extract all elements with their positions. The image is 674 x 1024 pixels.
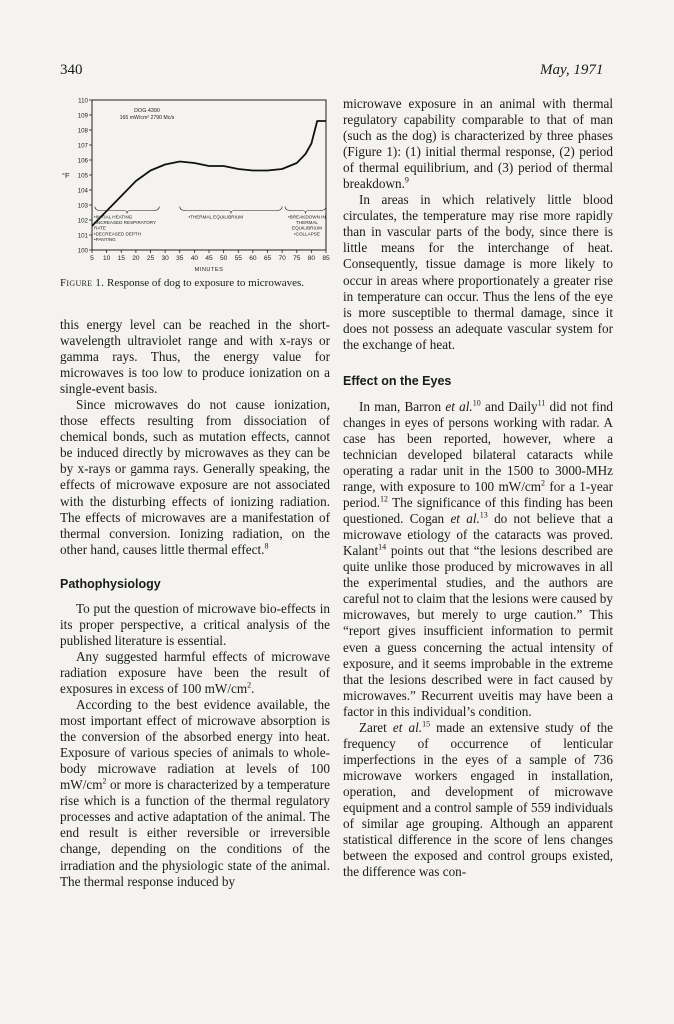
paragraph: In man, Barron et al.$^{10}$ and Daily$^{11}$ did not find changes in eyes of persons working with radar. A case has been reported, however, where a technician developed bilateral cataracts while operating a radar unit in the 1500 to 3000-MHz range, with exposure to 100 $mW/cm^2$ for a 1-year period.$^{12}$ The significance of this finding has been questioned. Cogan et al.$^{13}$ do not believe that a microwave etiology of the cataracts was proved. Kalant$^{14}$ points out that “the lesions described are quite unlike those produced by microwaves in all the experimental studies, and the authors are careful not to claim that the lesions were caused by microwaves, but merely to urge caution.” This “report gives insufficient information to permit even a guess concerning the actual intensity of exposure, and it seems improbable in the extreme that the lesions described were in fact caused by microwaves.” Recurrent uveitis may have been a factor in this individual’s condition. bbox=[343, 398, 614, 719]
phase-brace bbox=[180, 207, 282, 214]
paragraph: Since microwaves do not cause ionization, those effects resulting from dissociation of chemical bonds, such as mutation effects, cannot be induced directly by microwaves as they can be by x-rays or gamma rays. Generally speaking, the effects of microwave exposure are not associated with the disturbing effects of ionizing radiation. The effects of microwaves are a manifestation of thermal conversion. Ionizing radiation, on the other hand, causes little thermal effect.$^8$ bbox=[60, 397, 330, 557]
paragraph: Zaret et al.$^{15}$ made an extensive study of the frequency of occurrence of lenticular imperfections in the eyes of a sample of 736 microwave workers engaged in installation, operation, and development of microwave equipment and a control sample of 559 individuals of similar age grouping. Although an apparent statistical difference in the score of lens changes between the exposed and control groups existed, the difference was con- bbox=[343, 719, 613, 880]
x-tick-label: 45 bbox=[205, 255, 213, 262]
x-tick-label: 65 bbox=[263, 255, 272, 262]
x-tick-label: 15 bbox=[117, 255, 125, 262]
phase-annotation: •INCREASED RESPIRATORY bbox=[94, 220, 157, 226]
x-tick-label: 60 bbox=[249, 255, 257, 262]
issue-date: May, 1971 bbox=[540, 62, 604, 78]
plot-frame bbox=[92, 100, 326, 250]
section-heading-effect-on-eyes: Effect on the Eyes bbox=[343, 373, 452, 388]
x-tick-label: 10 bbox=[102, 255, 111, 262]
y-tick-label: 108 bbox=[77, 127, 88, 135]
y-tick-label: 105 bbox=[77, 172, 88, 180]
x-tick-label: 40 bbox=[190, 255, 199, 262]
x-tick-label: 85 bbox=[322, 255, 330, 262]
phase-annotation: •THERMAL EQUILIBRIUM bbox=[188, 214, 244, 220]
chart-title: DOG 4390 bbox=[134, 108, 160, 114]
phase-annotation: •INITIAL HEATING bbox=[94, 214, 133, 220]
phase-annotation: •COLLAPSE bbox=[294, 231, 320, 237]
x-tick-label: 75 bbox=[293, 255, 301, 262]
figure-1 bbox=[62, 94, 332, 273]
section-heading-pathophysiology: Pathophysiology bbox=[60, 576, 161, 591]
x-tick-label: 35 bbox=[176, 255, 184, 262]
x-tick-label: 80 bbox=[307, 255, 316, 262]
y-tick-label: 107 bbox=[77, 142, 88, 150]
caption-text: Response of dog to exposure to microwaves. bbox=[104, 277, 305, 289]
paragraph: this energy level can be reached in the short-wavelength ultraviolet range and with x-rays or gamma rays. Thus, the energy value for microwaves is too low to produce ionization on a single-event basis. bbox=[60, 317, 330, 397]
phase-annotation: •PANTING bbox=[94, 236, 116, 242]
y-tick-label: 100 bbox=[77, 247, 88, 255]
x-tick-label: 20 bbox=[132, 255, 140, 262]
y-tick-label: 103 bbox=[77, 202, 88, 210]
figure-caption bbox=[60, 276, 330, 290]
temperature-chart bbox=[62, 94, 332, 273]
phase-annotation: RATE bbox=[94, 225, 106, 231]
y-tick-label: 106 bbox=[77, 157, 88, 165]
page-number: 340 bbox=[60, 62, 83, 78]
right-column bbox=[343, 96, 613, 880]
x-tick-label: 50 bbox=[219, 255, 228, 262]
caption-label: Figure 1. bbox=[60, 277, 105, 289]
paragraph: Any suggested harmful effects of microwave radiation exposure have been the result of exposures in excess of 100 $mW/cm^2$. bbox=[60, 648, 330, 696]
y-tick-label: 101 bbox=[77, 232, 88, 240]
x-axis-label: MINUTES bbox=[194, 267, 224, 273]
y-tick-label: 110 bbox=[78, 97, 88, 105]
x-tick-label: 25 bbox=[146, 255, 155, 262]
left-column bbox=[60, 317, 330, 890]
phase-brace bbox=[285, 207, 326, 214]
x-tick-label: 5 bbox=[90, 255, 94, 262]
x-tick-label: 55 bbox=[234, 255, 242, 262]
phase-annotation: •DECREASED DEPTH bbox=[94, 231, 142, 237]
paragraph: microwave exposure in an animal with thermal regulatory capability comparable to that of man (such as the dog) is characterized by three phases (Figure 1): (1) initial thermal response, (2) period of thermal equilibrium, and (3) period of thermal breakdown.$^9$ bbox=[343, 96, 613, 192]
phase-annotation: THERMAL bbox=[296, 220, 318, 226]
y-tick-label: 102 bbox=[77, 217, 88, 225]
paragraph: To put the question of microwave bio-effects in its proper perspective, a critical analysis of the published literature is essential. bbox=[60, 600, 330, 648]
y-tick-label: 104 bbox=[77, 187, 88, 195]
y-axis-label: °F bbox=[62, 171, 70, 180]
phase-annotation: •BREAKDOWN IN bbox=[288, 214, 326, 220]
chart-subtitle: 165 mW/cm² 2790 Mc/s bbox=[119, 115, 175, 121]
x-tick-label: 30 bbox=[161, 255, 169, 262]
paragraph: According to the best evidence available, the most important effect of microwave absorption is the conversion of the absorbed energy into heat. Exposure of various species of animals to whole-body microwave radiation at levels of 100 $mW/cm^2$ or more is characterized by a temperature rise which is a function of the thermal regulatory processes and active adaptation of the animal. The end result is either reversible or irreversible change, depending on the conditions of the irradiation and the physiologic state of the animal. The thermal response induced by bbox=[60, 697, 330, 889]
y-tick-label: 109 bbox=[77, 112, 88, 120]
paragraph: In areas in which relatively little blood circulates, the temperature may rise more rapidly than in vascular parts of the body, since there is little means for the interchange of heat. Consequently, tissue damage is more likely to occur in areas where proportionately a greater rise in temperature can occur. Thus the lens of the eye is more susceptible to thermal damage, since it does not possess an adequate vascular system for the exchange of heat. bbox=[343, 192, 613, 352]
phase-annotation: EQUILIBRIUM bbox=[292, 225, 322, 231]
x-tick-label: 70 bbox=[278, 255, 286, 262]
